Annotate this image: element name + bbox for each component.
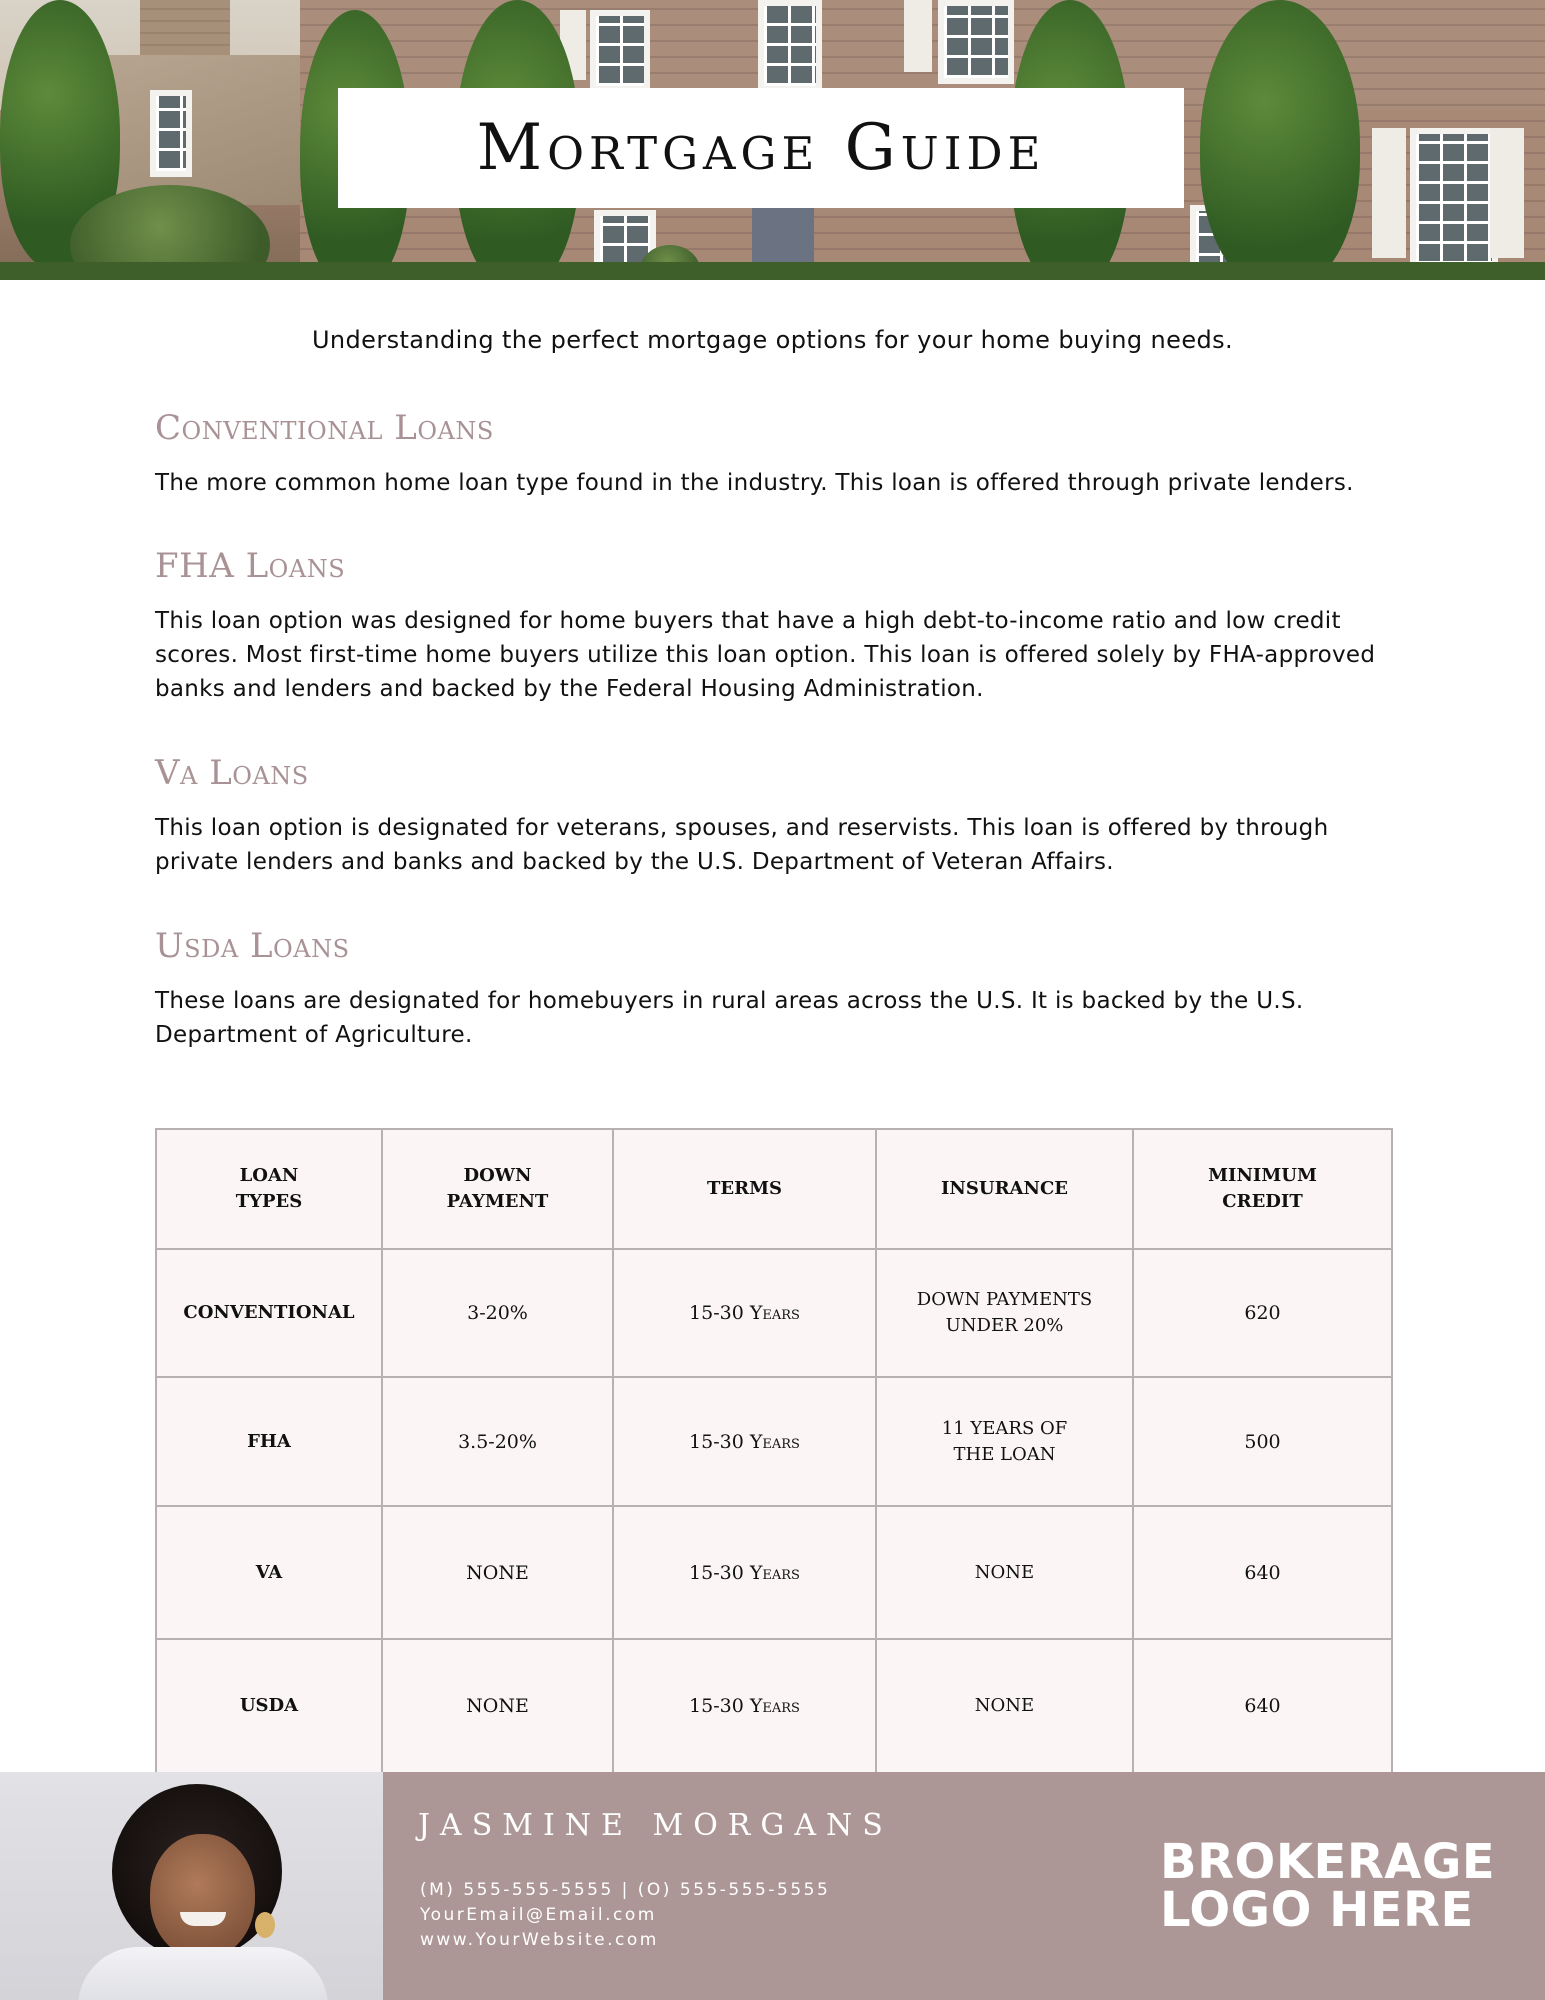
section-heading: Usda Loans xyxy=(155,926,350,966)
agent-website[interactable]: www.YourWebsite.com xyxy=(420,1930,659,1950)
header-text: CREDIT xyxy=(1222,1191,1303,1212)
hero-shutter xyxy=(1372,128,1406,258)
hero-shutter xyxy=(1490,128,1524,258)
table-row xyxy=(156,1639,1392,1773)
header-insurance xyxy=(876,1129,1133,1249)
cell-loan-type: VA xyxy=(156,1506,382,1639)
hero-window xyxy=(758,0,822,92)
cell-insurance xyxy=(876,1377,1133,1506)
table-row xyxy=(156,1506,1392,1639)
insurance-text: UNDER 20% xyxy=(945,1315,1064,1336)
cell-terms: 15-30 Years xyxy=(613,1377,876,1506)
insurance-text: THE LOAN xyxy=(953,1443,1056,1465)
intro-text: Understanding the perfect mortgage options for your home buying needs. xyxy=(311,326,1234,354)
header-text: LOAN xyxy=(239,1165,299,1186)
section-body: This loan option was designed for home buyers that have a high debt-to-income ratio and low credit scores. Most first-time home buyers utilize this loan option. This loan is offered solely by FHA-approved banks and lenders and backed by the Federal Housing Administration. xyxy=(155,608,1376,702)
loan-comparison-table xyxy=(155,1128,1393,1774)
header-text: TERMS xyxy=(707,1178,782,1199)
agent-phone[interactable]: (M) 555-555-5555 | (O) 555-555-5555 xyxy=(420,1880,831,1900)
agent-name: JASMINE MORGANS xyxy=(418,1808,893,1843)
cell-loan-type: USDA xyxy=(156,1639,382,1773)
agent-photo xyxy=(0,1772,383,2000)
logo-line: LOGO HERE xyxy=(1160,1882,1474,1938)
hero-tree xyxy=(1200,0,1360,280)
cell-loan-type: CONVENTIONAL xyxy=(156,1249,382,1377)
cell-down-payment: NONE xyxy=(382,1639,613,1773)
hero-window xyxy=(938,0,1014,84)
insurance-text: NONE xyxy=(974,1561,1035,1583)
cell-min-credit: 500 xyxy=(1133,1377,1392,1506)
section-heading: FHA Loans xyxy=(155,546,346,586)
insurance-text: NONE xyxy=(974,1695,1035,1716)
hero-shutter xyxy=(904,0,932,72)
insurance-text: DOWN PAYMENTS xyxy=(916,1289,1093,1310)
header-text: INSURANCE xyxy=(941,1178,1068,1199)
table-row xyxy=(156,1377,1392,1506)
header-terms xyxy=(613,1129,876,1249)
cell-min-credit: 640 xyxy=(1133,1506,1392,1639)
section-fha-loans xyxy=(155,546,1405,706)
cell-terms: 15-30 Years xyxy=(613,1249,876,1377)
table-header-row xyxy=(156,1129,1392,1249)
title-banner xyxy=(338,88,1184,208)
page-title: Mortgage Guide xyxy=(476,111,1046,185)
logo-line: BROKERAGE xyxy=(1160,1834,1496,1890)
hero-window xyxy=(150,90,192,177)
cell-terms: 15-30 Years xyxy=(613,1639,876,1773)
section-heading: Va Loans xyxy=(155,753,309,793)
brokerage-logo xyxy=(1160,1834,1496,1938)
section-heading: Conventional Loans xyxy=(155,408,494,448)
agent-photo-smile xyxy=(180,1912,226,1926)
cell-down-payment: NONE xyxy=(382,1506,613,1639)
agent-contact xyxy=(420,1878,830,1953)
hero-lawn xyxy=(0,262,1545,280)
header-loan-types xyxy=(156,1129,382,1249)
header-text: TYPES xyxy=(235,1191,303,1212)
agent-photo-face xyxy=(150,1834,255,1959)
cell-down-payment: 3-20% xyxy=(382,1249,613,1377)
cell-insurance xyxy=(876,1249,1133,1377)
cell-min-credit: 620 xyxy=(1133,1249,1392,1377)
cell-down-payment: 3.5-20% xyxy=(382,1377,613,1506)
header-text: MINIMUM xyxy=(1208,1165,1317,1186)
section-conventional-loans xyxy=(155,408,1405,500)
agent-photo-shirt xyxy=(78,1947,328,2000)
header-down-payment xyxy=(382,1129,613,1249)
header-text: DOWN xyxy=(463,1165,532,1186)
cell-loan-type: FHA xyxy=(156,1377,382,1506)
cell-terms: 15-30 Years xyxy=(613,1506,876,1639)
header-minimum-credit xyxy=(1133,1129,1392,1249)
table-row xyxy=(156,1249,1392,1377)
agent-footer xyxy=(0,1772,1545,2000)
hero-window xyxy=(1410,128,1498,270)
header-text: PAYMENT xyxy=(446,1191,549,1212)
agent-photo-earring xyxy=(255,1912,275,1938)
section-body: The more common home loan type found in the industry. This loan is offered through private lenders. xyxy=(155,470,1354,496)
insurance-text: 11 YEARS OF xyxy=(941,1417,1068,1439)
cell-min-credit: 640 xyxy=(1133,1639,1392,1773)
cell-insurance xyxy=(876,1639,1133,1773)
hero-window xyxy=(590,10,650,92)
cell-insurance xyxy=(876,1506,1133,1639)
section-body: These loans are designated for homebuyers in rural areas across the U.S. It is backed by the U.S. Department of Agriculture. xyxy=(155,988,1304,1048)
agent-email[interactable]: YourEmail@Email.com xyxy=(420,1905,657,1925)
section-body: This loan option is designated for veterans, spouses, and reservists. This loan is offered by through private lenders and banks and backed by the U.S. Department of Veteran Affairs. xyxy=(155,815,1329,875)
section-va-loans xyxy=(155,753,1405,879)
section-usda-loans xyxy=(155,926,1405,1052)
